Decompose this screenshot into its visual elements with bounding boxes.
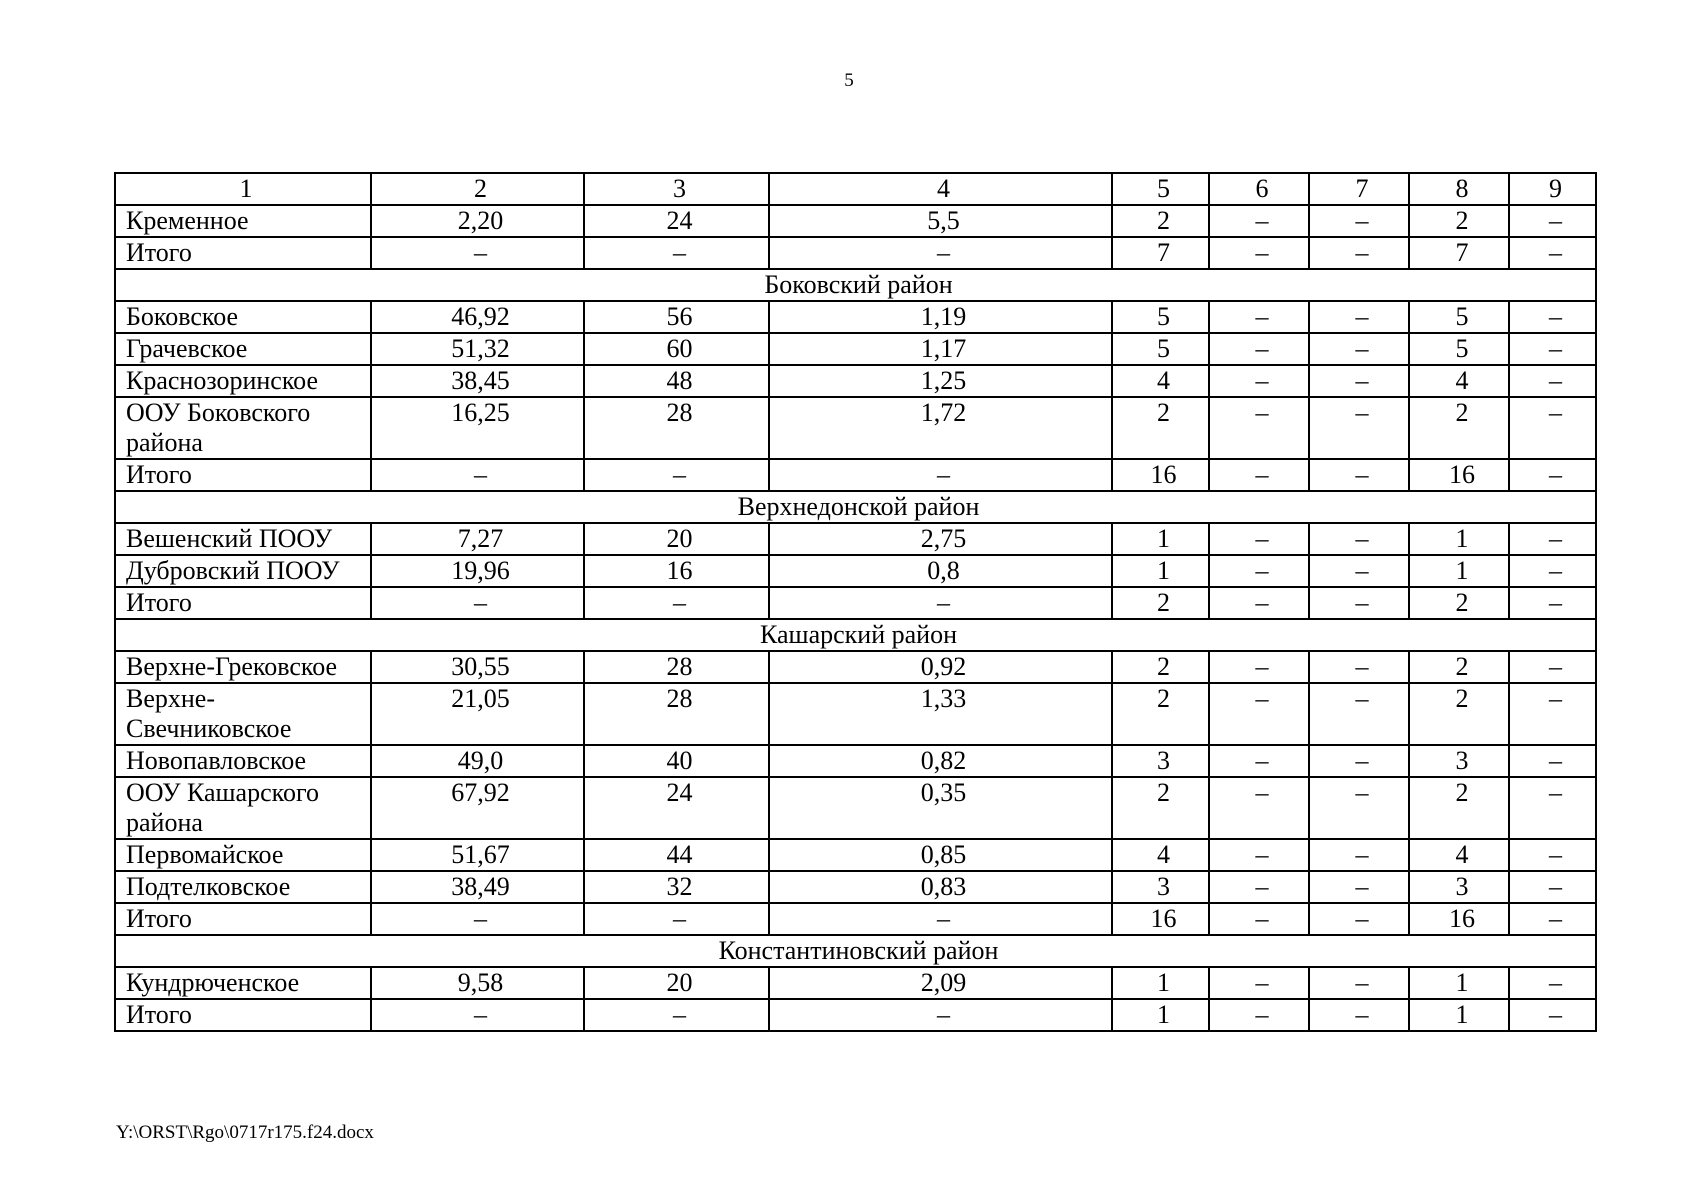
table-cell: 1 <box>1409 555 1509 587</box>
table-cell: 2 <box>1409 205 1509 237</box>
row-label-cell: Дубровский ПООУ <box>115 555 371 587</box>
table-header-row <box>115 173 1596 205</box>
table-cell: 24 <box>584 777 769 839</box>
table-cell: – <box>1509 555 1596 587</box>
row-label-cell: Кременное <box>115 205 371 237</box>
table-cell: – <box>1209 459 1309 491</box>
row-label-cell: Итого <box>115 903 371 935</box>
section-header-row <box>115 269 1596 301</box>
table-cell: 0,92 <box>769 651 1112 683</box>
table-body <box>115 173 1596 1031</box>
table-cell: – <box>1309 459 1409 491</box>
table-cell: 2 <box>1112 397 1209 459</box>
table-cell: – <box>1509 903 1596 935</box>
row-label-cell: Подтелковское <box>115 871 371 903</box>
section-header-row <box>115 935 1596 967</box>
table-cell: 1 <box>1409 967 1509 999</box>
table-cell: – <box>1309 903 1409 935</box>
footer-file-path: Y:\ORST\Rgo\0717r175.f24.docx <box>116 1122 374 1143</box>
table-row <box>115 205 1596 237</box>
table-cell: – <box>1509 205 1596 237</box>
table-cell: – <box>1209 397 1309 459</box>
table-cell: – <box>1209 205 1309 237</box>
table-cell: – <box>1209 237 1309 269</box>
row-label-cell: Итого <box>115 237 371 269</box>
table-cell: 4 <box>1409 839 1509 871</box>
table-cell: – <box>1509 587 1596 619</box>
table-cell: – <box>1309 205 1409 237</box>
section-header-row <box>115 619 1596 651</box>
table-cell: 1,72 <box>769 397 1112 459</box>
table-cell: – <box>1309 777 1409 839</box>
table-cell: 1 <box>1409 999 1509 1031</box>
table-cell: – <box>1509 333 1596 365</box>
table-cell: 48 <box>584 365 769 397</box>
table-cell: – <box>1309 555 1409 587</box>
table-cell: 2 <box>1112 587 1209 619</box>
table-cell: 16 <box>1112 903 1209 935</box>
column-header: 1 <box>115 173 371 205</box>
table-cell: 9,58 <box>371 967 584 999</box>
table-cell: – <box>1509 301 1596 333</box>
table-row <box>115 745 1596 777</box>
table-cell: 0,35 <box>769 777 1112 839</box>
table-cell: 1,19 <box>769 301 1112 333</box>
column-header: 7 <box>1309 173 1409 205</box>
column-header: 4 <box>769 173 1112 205</box>
table-cell: 20 <box>584 967 769 999</box>
table-cell: 28 <box>584 683 769 745</box>
table-cell: 2,75 <box>769 523 1112 555</box>
table-cell: – <box>584 587 769 619</box>
table-cell: 1 <box>1112 523 1209 555</box>
table-cell: 2 <box>1409 683 1509 745</box>
table-cell: – <box>769 459 1112 491</box>
total-row <box>115 459 1596 491</box>
table-cell: – <box>1309 523 1409 555</box>
table-cell: 1 <box>1112 555 1209 587</box>
table-cell: – <box>1509 651 1596 683</box>
total-row <box>115 237 1596 269</box>
table-cell: – <box>584 903 769 935</box>
column-header: 5 <box>1112 173 1209 205</box>
table-cell: – <box>371 237 584 269</box>
section-title: Кашарский район <box>115 619 1596 651</box>
table-cell: 2 <box>1112 205 1209 237</box>
table-cell: 21,05 <box>371 683 584 745</box>
table-cell: – <box>1209 651 1309 683</box>
table-cell: 2 <box>1409 777 1509 839</box>
column-header: 8 <box>1409 173 1509 205</box>
section-title: Константиновский район <box>115 935 1596 967</box>
table-cell: 2 <box>1112 683 1209 745</box>
table-cell: 2 <box>1112 777 1209 839</box>
row-label-cell: Кундрюченское <box>115 967 371 999</box>
table-cell: 2 <box>1409 587 1509 619</box>
data-table <box>114 172 1597 1032</box>
table-cell: – <box>1309 745 1409 777</box>
table-cell: 28 <box>584 651 769 683</box>
table-cell: 7 <box>1112 237 1209 269</box>
table-cell: 49,0 <box>371 745 584 777</box>
table-cell: 19,96 <box>371 555 584 587</box>
table-cell: – <box>1309 333 1409 365</box>
table-row <box>115 365 1596 397</box>
row-label-cell: ООУ Кашарского района <box>115 777 371 839</box>
table-cell: 67,92 <box>371 777 584 839</box>
section-title: Боковский район <box>115 269 1596 301</box>
table-cell: 5,5 <box>769 205 1112 237</box>
table-cell: 5 <box>1112 301 1209 333</box>
table-cell: 60 <box>584 333 769 365</box>
table-cell: 1,25 <box>769 365 1112 397</box>
table-row <box>115 683 1596 745</box>
table-cell: – <box>584 237 769 269</box>
table-cell: – <box>1509 745 1596 777</box>
row-label-cell: Верхне-Грековское <box>115 651 371 683</box>
table-cell: 46,92 <box>371 301 584 333</box>
table-cell: 56 <box>584 301 769 333</box>
table-row <box>115 651 1596 683</box>
column-header: 6 <box>1209 173 1309 205</box>
table-cell: 16 <box>1409 903 1509 935</box>
table-cell: – <box>1509 683 1596 745</box>
table-cell: 0,8 <box>769 555 1112 587</box>
row-label-cell: ООУ Боковского района <box>115 397 371 459</box>
table-cell: 0,85 <box>769 839 1112 871</box>
table-cell: – <box>1209 999 1309 1031</box>
table-cell: – <box>1209 555 1309 587</box>
table-row <box>115 555 1596 587</box>
table-cell: 4 <box>1112 365 1209 397</box>
table-cell: – <box>584 459 769 491</box>
table-cell: – <box>1209 365 1309 397</box>
table-row <box>115 839 1596 871</box>
table-cell: 38,45 <box>371 365 584 397</box>
table-cell: – <box>1309 587 1409 619</box>
table-cell: 24 <box>584 205 769 237</box>
table-cell: – <box>1309 651 1409 683</box>
total-row <box>115 587 1596 619</box>
table-cell: 5 <box>1409 333 1509 365</box>
table-cell: – <box>1509 871 1596 903</box>
row-label-cell: Боковское <box>115 301 371 333</box>
table-cell: 16 <box>584 555 769 587</box>
table-cell: 2 <box>1409 651 1509 683</box>
table-cell: 0,82 <box>769 745 1112 777</box>
table-cell: – <box>1509 459 1596 491</box>
table-cell: 16 <box>1112 459 1209 491</box>
column-header: 2 <box>371 173 584 205</box>
table-cell: – <box>1209 967 1309 999</box>
table-row <box>115 777 1596 839</box>
page-number: 5 <box>844 70 854 91</box>
table-cell: – <box>1309 839 1409 871</box>
row-label-cell: Первомайское <box>115 839 371 871</box>
table-row <box>115 301 1596 333</box>
table-cell: – <box>769 999 1112 1031</box>
row-label-cell: Итого <box>115 587 371 619</box>
table-row <box>115 397 1596 459</box>
table-cell: 44 <box>584 839 769 871</box>
table-cell: 38,49 <box>371 871 584 903</box>
table-cell: – <box>1209 745 1309 777</box>
table-cell: – <box>1209 903 1309 935</box>
row-label-cell: Верхне-Свечниковское <box>115 683 371 745</box>
table-cell: – <box>1509 237 1596 269</box>
table-cell: 1 <box>1112 967 1209 999</box>
table-cell: 1 <box>1112 999 1209 1031</box>
table-cell: – <box>1309 683 1409 745</box>
table-cell: 3 <box>1112 745 1209 777</box>
table-cell: – <box>1209 839 1309 871</box>
section-title: Верхнедонской район <box>115 491 1596 523</box>
table-cell: 2 <box>1409 397 1509 459</box>
table-row <box>115 871 1596 903</box>
table-cell: – <box>1209 871 1309 903</box>
row-label-cell: Итого <box>115 999 371 1031</box>
table-cell: 2,20 <box>371 205 584 237</box>
table-cell: – <box>1209 301 1309 333</box>
table-cell: – <box>1509 397 1596 459</box>
table-cell: – <box>1309 301 1409 333</box>
table-cell: 51,32 <box>371 333 584 365</box>
table-cell: – <box>1309 397 1409 459</box>
table-cell: – <box>1209 683 1309 745</box>
row-label-cell: Краснозоринское <box>115 365 371 397</box>
table-cell: 0,83 <box>769 871 1112 903</box>
table-cell: – <box>1509 967 1596 999</box>
table-cell: – <box>1309 365 1409 397</box>
table-row <box>115 523 1596 555</box>
table-cell: 7,27 <box>371 523 584 555</box>
table-cell: – <box>371 459 584 491</box>
table-cell: – <box>769 237 1112 269</box>
table-row <box>115 333 1596 365</box>
table-row <box>115 967 1596 999</box>
table-cell: 1,17 <box>769 333 1112 365</box>
table-cell: – <box>1309 999 1409 1031</box>
table-cell: – <box>1209 587 1309 619</box>
row-label-cell: Грачевское <box>115 333 371 365</box>
table-cell: 5 <box>1112 333 1209 365</box>
table-cell: 28 <box>584 397 769 459</box>
table-cell: 7 <box>1409 237 1509 269</box>
table-cell: 40 <box>584 745 769 777</box>
table-cell: – <box>371 587 584 619</box>
table-cell: 16,25 <box>371 397 584 459</box>
table-cell: – <box>1309 871 1409 903</box>
table-cell: 1,33 <box>769 683 1112 745</box>
table-cell: – <box>1509 839 1596 871</box>
table-cell: – <box>1209 777 1309 839</box>
table-cell: – <box>1509 523 1596 555</box>
table-cell: – <box>371 903 584 935</box>
table-cell: 3 <box>1409 745 1509 777</box>
table-cell: – <box>1309 967 1409 999</box>
column-header: 3 <box>584 173 769 205</box>
table-cell: – <box>371 999 584 1031</box>
column-header: 9 <box>1509 173 1596 205</box>
table-cell: 1 <box>1409 523 1509 555</box>
table-cell: 3 <box>1409 871 1509 903</box>
table-cell: 4 <box>1112 839 1209 871</box>
table-cell: – <box>769 587 1112 619</box>
table-cell: – <box>1209 523 1309 555</box>
table-cell: 16 <box>1409 459 1509 491</box>
table-cell: 3 <box>1112 871 1209 903</box>
row-label-cell: Вешенский ПООУ <box>115 523 371 555</box>
table-cell: – <box>1309 237 1409 269</box>
table-cell: 4 <box>1409 365 1509 397</box>
row-label-cell: Итого <box>115 459 371 491</box>
table-cell: – <box>1509 777 1596 839</box>
table-cell: 32 <box>584 871 769 903</box>
table-cell: 20 <box>584 523 769 555</box>
table-cell: – <box>584 999 769 1031</box>
table-cell: 2 <box>1112 651 1209 683</box>
total-row <box>115 903 1596 935</box>
row-label-cell: Новопавловское <box>115 745 371 777</box>
table-cell: 5 <box>1409 301 1509 333</box>
section-header-row <box>115 491 1596 523</box>
table-cell: – <box>769 903 1112 935</box>
total-row <box>115 999 1596 1031</box>
table-cell: 2,09 <box>769 967 1112 999</box>
table-cell: – <box>1509 365 1596 397</box>
table-cell: – <box>1209 333 1309 365</box>
table-cell: – <box>1509 999 1596 1031</box>
table-cell: 51,67 <box>371 839 584 871</box>
table-cell: 30,55 <box>371 651 584 683</box>
